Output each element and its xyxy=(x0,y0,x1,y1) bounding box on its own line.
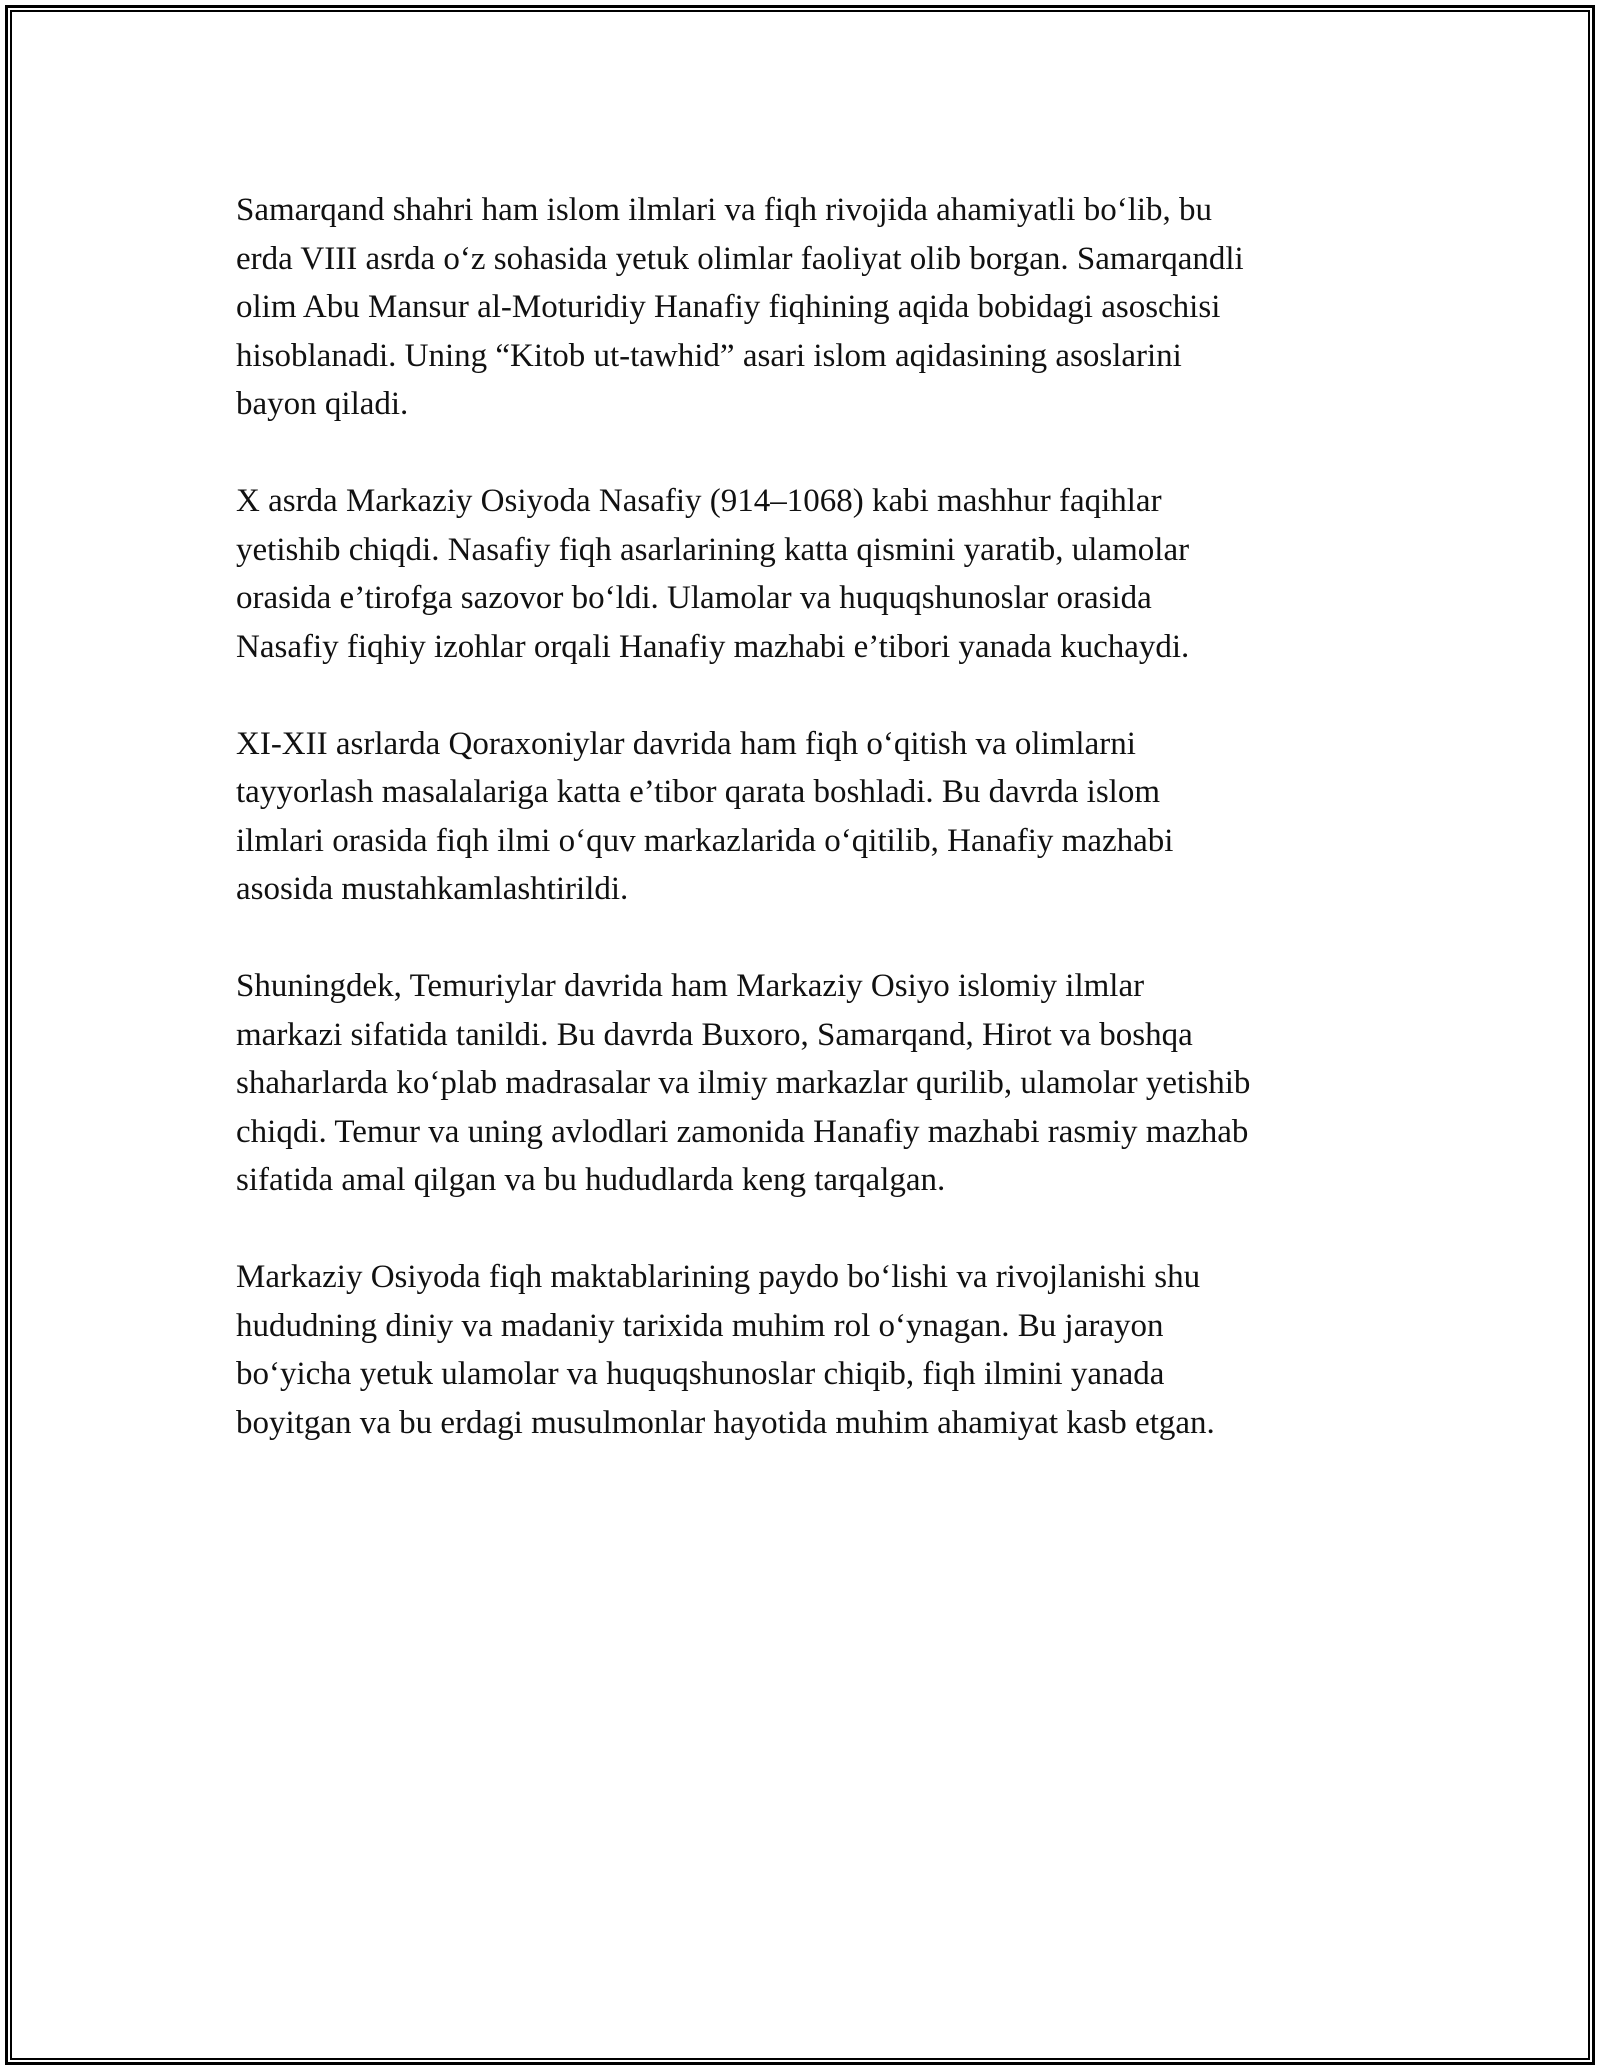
paragraph-nasafiy: X asrda Markaziy Osiyoda Nasafiy (914–1068) kabi mashhur faqihlar yetishib chiqdi. Nasafiy fiqh asarlarining katta qismini yaratib, ulamolar orasida e’tirofga sazovor bo‘ldi. Ulamolar va huquqshunoslar orasida Nasafiy fiqhiy izohlar orqali Hanafiy mazhabi e’tibori yanada kuchaydi. xyxy=(236,483,1190,665)
paragraph-qoraxoniylar: XI-XII asrlarda Qoraxoniylar davrida ham fiqh o‘qitish va olimlarni tayyorlash masalalariga katta e’tibor qarata boshladi. Bu davrda islom ilmlari orasida fiqh ilmi o‘quv markazlarida o‘qitilib, Hanafiy mazhabi asosida mustahkamlashtirildi. xyxy=(236,725,1174,907)
paragraph-temuriylar: Shuningdek, Temuriylar davrida ham Markaziy Osiyo islomiy ilmlar markazi sifatida tanildi. Bu davrda Buxoro, Samarqand, Hirot va boshqa shaharlarda ko‘plab madrasalar va ilmiy markazlar qurilib, ulamolar yetishib chiqdi. Temur va uning avlodlari zamonida Hanafiy mazhabi rasmiy mazhab sifatida amal qilgan va bu hududlarda keng tarqalgan. xyxy=(236,968,1251,1198)
paragraph-samarqand: Samarqand shahri ham islom ilmlari va fiqh rivojida ahamiyatli bo‘lib, bu erda VIII asrda o‘z sohasida yetuk olimlar faoliyat olib borgan. Samarqandli olim Abu Mansur al-Moturidiy Hanafiy fiqhining aqida bobidagi asoschisi hisoblanadi. Uning “Kitob ut-tawhid” asari islom aqidasining asoslarini bayon qiladi. xyxy=(236,192,1244,422)
paragraph-markaziy-osiyo: Markaziy Osiyoda fiqh maktablarining paydo bo‘lishi va rivojlanishi shu hududning diniy va madaniy tarixida muhim rol o‘ynagan. Bu jarayon bo‘yicha yetuk ulamolar va huquqshunoslar chiqib, fiqh ilmini yanada boyitgan va bu erdagi musulmonlar hayotida muhim ahamiyat kasb etgan. xyxy=(236,1259,1215,1441)
document-body xyxy=(236,186,1376,1496)
